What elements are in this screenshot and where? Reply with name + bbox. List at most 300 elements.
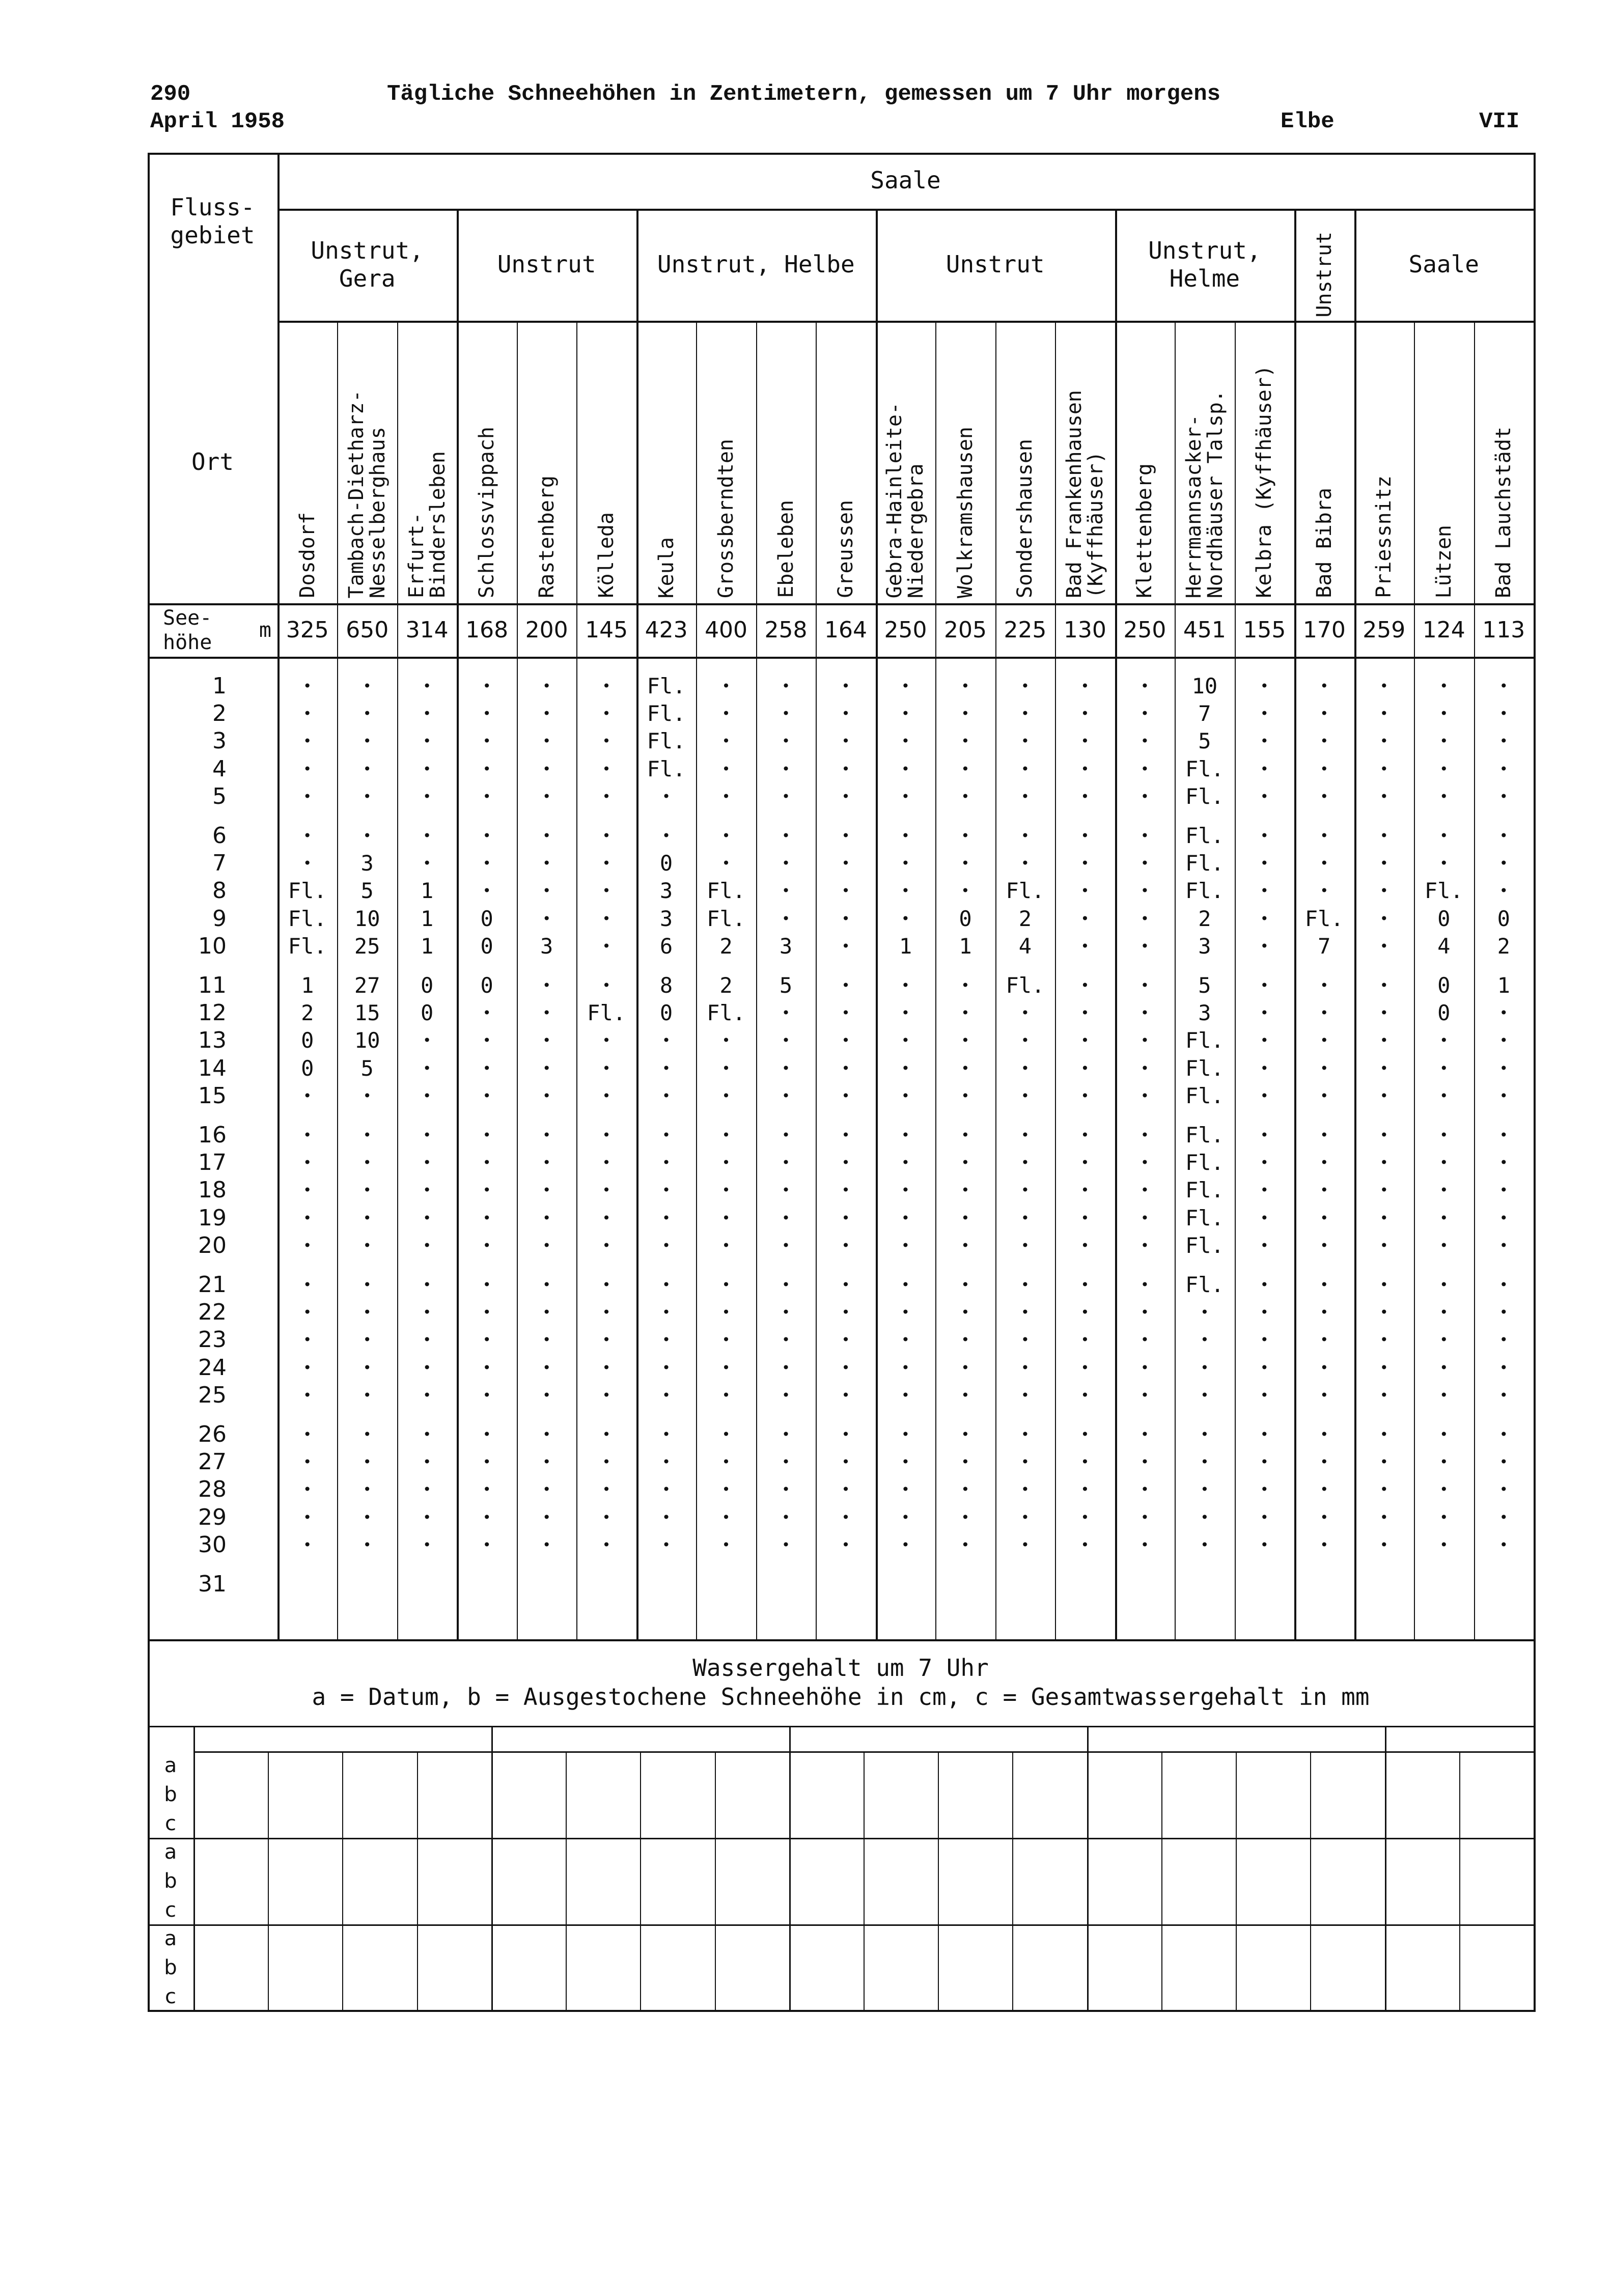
value-d21-c2: • [423,1276,432,1293]
station-9-wrap [816,500,875,598]
value-d22-c12: • [1021,1304,1030,1321]
value-d5-c10: • [901,788,910,805]
value-d10-c0: Fl. [288,934,327,959]
water-col-9 [864,1751,865,2010]
value-d22-c11: • [961,1304,970,1321]
station-15 [1175,321,1234,603]
value-d4-c6: Fl. [647,756,686,781]
value-d17-c5: • [602,1154,611,1171]
value-d25-c1: • [363,1387,372,1404]
divider-station-data-18 [1354,657,1355,1639]
value-d9-c10: • [901,910,910,927]
value-d2-c20: • [1499,705,1508,722]
value-d30-c13: • [1080,1536,1090,1554]
value-d10-c9: • [841,938,850,955]
value-d3-c15: 5 [1198,729,1211,754]
value-d14-c19: • [1439,1059,1449,1077]
value-d27-c0: • [303,1453,312,1471]
value-d17-c9: • [841,1154,850,1171]
station-12-name: Sondershausen [1013,438,1037,598]
value-d11-c5: • [602,976,611,994]
value-d1-c18: • [1379,677,1388,694]
value-d15-c1: • [363,1087,372,1105]
value-d21-c14: • [1140,1276,1149,1293]
station-17 [1294,321,1354,603]
station-3-wrap [457,427,516,598]
value-d24-c2: • [423,1359,432,1376]
value-d16-c6: • [662,1126,671,1143]
value-d24-c1: • [363,1359,372,1376]
value-d7-c4: • [542,855,551,872]
value-d30-c18: • [1379,1536,1388,1554]
station-7-name: Grossberndten [714,438,738,598]
value-d4-c17: • [1320,760,1329,777]
value-d19-c14: • [1140,1209,1149,1226]
day-label-18: 18 [198,1177,227,1203]
water-col-13 [1161,1751,1162,2010]
value-d30-c11: • [961,1536,970,1554]
value-d3-c3: • [482,733,491,750]
value-d10-c15: 3 [1198,934,1211,959]
value-d2-c19: • [1439,705,1449,722]
value-d1-c10: • [901,677,910,694]
divider-station-5 [576,321,577,657]
water-col-15 [1310,1751,1311,2010]
value-d30-c4: • [542,1536,551,1554]
value-d29-c16: • [1260,1508,1269,1526]
value-d26-c9: • [841,1425,850,1443]
value-d7-c5: • [602,855,611,872]
value-d6-c19: • [1439,827,1449,844]
value-d1-c14: • [1140,677,1149,694]
value-d12-c15: 3 [1198,1000,1211,1026]
divider-station-data-14 [1115,657,1116,1639]
value-d25-c13: • [1080,1387,1090,1404]
value-d17-c6: • [662,1154,671,1171]
value-d17-c3: • [482,1154,491,1171]
water-label-1-c: c [165,1898,176,1922]
station-12 [995,321,1055,603]
divider-station-data-1 [337,657,338,1639]
day-label-23: 23 [198,1327,227,1353]
value-d11-c9: • [841,976,850,994]
divider-station-16 [1235,321,1236,657]
value-d11-c4: • [542,976,551,994]
value-d15-c9: • [841,1087,850,1105]
value-d9-c14: • [1140,910,1149,927]
value-d17-c8: • [782,1154,790,1171]
value-d28-c0: • [303,1481,312,1498]
value-d18-c7: • [721,1182,731,1199]
value-d15-c4: • [542,1087,551,1105]
label-flussgebiet [148,153,277,321]
value-d23-c1: • [363,1331,372,1349]
elevation-19: 124 [1422,617,1465,643]
value-d28-c2: • [423,1481,432,1498]
value-d20-c20: • [1499,1237,1508,1254]
station-1-name: Tambach-Dietharz- Nesselberghaus [345,389,390,598]
label-ort: Ort [191,447,234,475]
value-d27-c10: • [901,1453,910,1471]
value-d5-c4: • [542,788,551,805]
value-d14-c4: • [542,1059,551,1077]
value-d14-c10: • [901,1059,910,1077]
value-d4-c10: • [901,760,910,777]
page-title: Tägliche Schneehöhen in Zentimetern, gemessen um 7 Uhr morgens [387,81,1221,107]
value-d25-c0: • [303,1387,312,1404]
value-d6-c11: • [961,827,970,844]
group-5-label: Unstrut [1312,232,1336,318]
value-d8-c4: • [542,882,551,900]
value-d3-c10: • [901,733,910,750]
station-2 [397,321,457,603]
value-d1-c1: • [363,677,372,694]
value-d29-c20: • [1499,1508,1508,1526]
water-col-7 [715,1751,716,2010]
value-d4-c11: • [961,760,970,777]
value-d9-c3: 0 [480,906,493,931]
value-d20-c17: • [1320,1237,1329,1254]
value-d21-c0: • [303,1276,312,1293]
value-d9-c0: Fl. [288,906,327,931]
value-d25-c11: • [961,1387,970,1404]
value-d18-c1: • [363,1182,372,1199]
divider-station-data-15 [1175,657,1176,1639]
page-number: 290 [150,81,191,107]
divider-station-data-16 [1235,657,1236,1639]
value-d10-c11: 1 [959,934,972,959]
value-d19-c7: • [721,1209,731,1226]
value-d17-c18: • [1379,1154,1388,1171]
value-d29-c17: • [1320,1508,1329,1526]
value-d1-c6: Fl. [647,673,686,698]
value-d28-c19: • [1439,1481,1449,1498]
value-d9-c9: • [841,910,850,927]
value-d19-c1: • [363,1209,372,1226]
value-d26-c10: • [901,1425,910,1443]
value-d26-c8: • [782,1425,790,1443]
value-d12-c6: 0 [659,1000,673,1026]
station-6-wrap [636,537,696,598]
value-d5-c7: • [721,788,731,805]
station-15-wrap [1175,390,1234,598]
value-d11-c8: 5 [779,972,793,998]
value-d12-c8: • [782,1004,790,1022]
value-d2-c13: • [1080,705,1090,722]
station-8-name: Ebeleben [774,500,798,598]
value-d18-c16: • [1260,1182,1269,1199]
day-label-12: 12 [198,1000,227,1026]
value-d13-c13: • [1080,1032,1090,1049]
value-d6-c12: • [1021,827,1030,844]
value-d17-c0: • [303,1154,312,1171]
value-d19-c2: • [423,1209,432,1226]
value-d7-c18: • [1379,855,1388,872]
value-d25-c3: • [482,1387,491,1404]
value-d23-c17: • [1320,1331,1329,1349]
water-caption [148,1639,1534,1726]
day-label-5: 5 [212,783,227,810]
value-d1-c5: • [602,677,611,694]
value-d1-c8: • [782,677,790,694]
value-d16-c4: • [542,1126,551,1143]
water-col-11 [1012,1751,1013,2010]
value-d10-c18: • [1379,938,1388,955]
value-d18-c11: • [961,1182,970,1199]
station-17-wrap [1294,488,1354,598]
value-d10-c6: 6 [659,934,673,959]
value-d9-c7: Fl. [707,906,745,931]
station-4-name: Rastenberg [535,475,559,598]
value-d19-c0: • [303,1209,312,1226]
value-d11-c10: • [901,976,910,994]
value-d22-c2: • [423,1304,432,1321]
value-d23-c8: • [782,1331,790,1349]
value-d24-c3: • [482,1359,491,1376]
value-d29-c4: • [542,1508,551,1526]
divider-station-6 [636,321,637,657]
value-d5-c12: • [1021,788,1030,805]
value-d25-c5: • [602,1387,611,1404]
value-d19-c9: • [841,1209,850,1226]
value-d20-c13: • [1080,1237,1090,1254]
value-d26-c4: • [542,1425,551,1443]
station-7 [696,321,756,603]
value-d10-c2: 1 [421,934,434,959]
value-d14-c13: • [1080,1059,1090,1077]
value-d2-c14: • [1140,705,1149,722]
value-d27-c3: • [482,1453,491,1471]
value-d8-c1: 5 [360,878,374,904]
value-d22-c1: • [363,1304,372,1321]
value-d15-c20: • [1499,1087,1508,1105]
value-d5-c5: • [602,788,611,805]
value-d30-c5: • [602,1536,611,1554]
value-d21-c15: Fl. [1185,1272,1224,1297]
value-d24-c7: • [721,1359,731,1376]
value-d9-c8: • [782,910,790,927]
value-d5-c0: • [303,788,312,805]
value-d2-c16: • [1260,705,1269,722]
value-d24-c12: • [1021,1359,1030,1376]
day-label-1: 1 [212,673,227,699]
value-d6-c20: • [1499,827,1508,844]
value-d27-c17: • [1320,1453,1329,1471]
value-d3-c14: • [1140,733,1149,750]
value-d14-c9: • [841,1059,850,1077]
value-d4-c3: • [482,760,491,777]
value-d9-c15: 2 [1198,906,1211,931]
day-label-21: 21 [198,1271,227,1298]
day-label-6: 6 [212,822,227,849]
value-d23-c5: • [602,1331,611,1349]
value-d8-c9: • [841,882,850,900]
value-d26-c16: • [1260,1425,1269,1443]
value-d2-c5: • [602,705,611,722]
value-d14-c8: • [782,1059,790,1077]
value-d11-c7: 2 [719,972,733,998]
value-d10-c4: 3 [540,934,553,959]
value-d2-c18: • [1379,705,1388,722]
value-d15-c5: • [602,1087,611,1105]
value-d21-c6: • [662,1276,671,1293]
value-d16-c16: • [1260,1126,1269,1143]
elevation-14: 250 [1123,617,1166,643]
water-col-2 [342,1751,343,2010]
day-label-14: 14 [198,1055,227,1081]
value-d25-c8: • [782,1387,790,1404]
value-d13-c1: 10 [354,1028,380,1053]
value-d28-c1: • [363,1481,372,1498]
value-d4-c2: • [423,760,432,777]
value-d28-c11: • [961,1481,970,1498]
value-d29-c13: • [1080,1508,1090,1526]
value-d16-c1: • [363,1126,372,1143]
station-13 [1055,321,1115,603]
value-d25-c15: • [1200,1387,1209,1404]
value-d29-c15: • [1200,1508,1209,1526]
value-d5-c11: • [961,788,970,805]
value-d13-c11: • [961,1032,970,1049]
value-d29-c14: • [1140,1508,1149,1526]
value-d7-c6: 0 [659,851,673,876]
divider-station-14 [1115,321,1116,657]
value-d23-c7: • [721,1331,731,1349]
value-d18-c14: • [1140,1182,1149,1199]
divider-station-data-9 [816,657,817,1639]
value-d4-c7: • [721,760,731,777]
value-d20-c3: • [482,1237,491,1254]
value-d9-c4: • [542,910,551,927]
value-d6-c13: • [1080,827,1090,844]
value-d13-c6: • [662,1032,671,1049]
value-d5-c13: • [1080,788,1090,805]
value-d30-c6: • [662,1536,671,1554]
label-seehoehe-text: See- höhe [163,606,212,654]
value-d21-c18: • [1379,1276,1388,1293]
value-d23-c6: • [662,1331,671,1349]
value-d29-c6: • [662,1508,671,1526]
value-d12-c0: 2 [301,1000,314,1026]
value-d18-c13: • [1080,1182,1090,1199]
value-d5-c9: • [841,788,850,805]
station-12-wrap [995,439,1055,598]
value-d14-c5: • [602,1059,611,1077]
station-8 [756,321,816,603]
value-d13-c19: • [1439,1032,1449,1049]
value-d22-c14: • [1140,1304,1149,1321]
elevation-3: 168 [465,617,509,643]
value-d12-c17: • [1320,1004,1329,1022]
value-d29-c18: • [1379,1508,1388,1526]
group-3-label: Unstrut [946,250,1045,278]
value-d10-c3: 0 [480,934,493,959]
value-d18-c5: • [602,1182,611,1199]
value-d7-c15: Fl. [1185,851,1224,876]
value-d3-c4: • [542,733,551,750]
value-d7-c17: • [1320,855,1329,872]
value-d24-c17: • [1320,1359,1329,1376]
value-d3-c5: • [602,733,611,750]
value-d21-c17: • [1320,1276,1329,1293]
value-d21-c4: • [542,1276,551,1293]
value-d4-c14: • [1140,760,1149,777]
water-label-2-c: c [165,1984,176,2008]
day-label-7: 7 [212,850,227,877]
value-d25-c14: • [1140,1387,1149,1404]
divider-station-data-7 [696,657,697,1639]
value-d23-c15: • [1200,1331,1209,1349]
value-d26-c2: • [423,1425,432,1443]
elevation-17: 170 [1302,617,1346,643]
value-d10-c20: 2 [1497,934,1510,959]
value-d3-c13: • [1080,733,1090,750]
day-label-31: 31 [198,1571,227,1597]
day-label-8: 8 [212,878,227,904]
water-label-1-b: b [164,1869,177,1893]
value-d5-c15: Fl. [1185,784,1224,809]
value-d29-c10: • [901,1508,910,1526]
station-20-name: Bad Lauchstädt [1492,426,1516,598]
frame-bottom [148,2010,1536,2012]
water-label-0-b: b [164,1782,177,1806]
value-d17-c1: • [363,1154,372,1171]
value-d12-c5: Fl. [587,1000,626,1026]
value-d9-c19: 0 [1437,906,1451,931]
value-d3-c8: • [782,733,790,750]
value-d8-c13: • [1080,882,1090,900]
value-d23-c13: • [1080,1331,1090,1349]
value-d10-c8: 3 [779,934,793,959]
page-region: Elbe [1281,109,1335,134]
value-d2-c0: • [303,705,312,722]
value-d2-c15: 7 [1198,701,1211,726]
value-d13-c9: • [841,1032,850,1049]
divider-station-1 [337,321,338,657]
group-0 [277,209,457,321]
value-d6-c6: • [662,827,671,844]
day-label-3: 3 [212,728,227,754]
value-d4-c8: • [782,760,790,777]
value-d27-c15: • [1200,1453,1209,1471]
day-label-25: 25 [198,1382,227,1409]
divider-station-data-2 [397,657,398,1639]
value-d21-c13: • [1080,1276,1090,1293]
value-d23-c20: • [1499,1331,1508,1349]
value-d1-c0: • [303,677,312,694]
value-d24-c5: • [602,1359,611,1376]
water-label-1-a: a [164,1840,177,1864]
value-d18-c8: • [782,1182,790,1199]
value-d16-c0: • [303,1126,312,1143]
value-d23-c11: • [961,1331,970,1349]
value-d10-c19: 4 [1437,934,1451,959]
value-d28-c4: • [542,1481,551,1498]
station-11-name: Wolkramshausen [953,426,977,598]
frame-left [148,153,150,2010]
value-d1-c20: • [1499,677,1508,694]
water-col-10 [938,1751,939,2010]
value-d28-c8: • [782,1481,790,1498]
station-1-wrap [337,390,397,598]
value-d18-c18: • [1379,1182,1388,1199]
value-d12-c20: • [1499,1004,1508,1022]
value-d24-c4: • [542,1359,551,1376]
value-d13-c17: • [1320,1032,1329,1049]
value-d2-c4: • [542,705,551,722]
value-d12-c11: • [961,1004,970,1022]
elevation-9: 164 [824,617,867,643]
